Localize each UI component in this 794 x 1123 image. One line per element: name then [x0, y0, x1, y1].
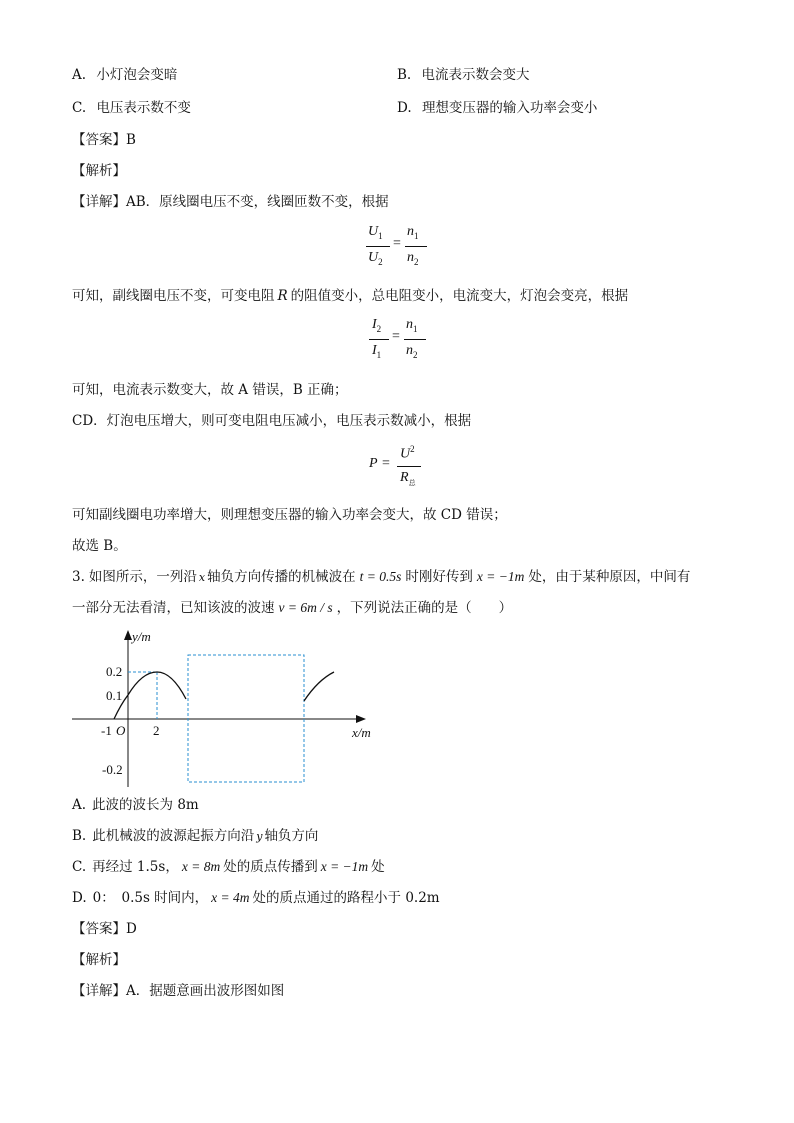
- q3-option-a: A. 此波的波长为 8m: [72, 797, 199, 813]
- conclusion-line: 故选 B。: [72, 538, 127, 554]
- detail-tag: 【详解】: [72, 194, 126, 210]
- option-d-text: 理想变压器的输入功率会变小: [421, 100, 598, 116]
- detail-text: AB．原线圈电压不变，线圈匝数不变，根据: [126, 194, 389, 210]
- reasoning-line-3: 可知，电流表示数变大，故 A 错误，B 正确；: [72, 382, 348, 398]
- option-b-label: B.: [397, 67, 412, 83]
- equation-power: P = $U^2$ $R_总$: [369, 444, 429, 492]
- origin-label: O: [116, 723, 126, 738]
- option-d-label: D.: [397, 100, 412, 116]
- option-c-text: 电压表示数不变: [96, 100, 191, 116]
- question-3-stem-line2: 一部分无法看清，已知该波的波速 v = 6m / s ，下列说法正确的是（ ）: [72, 600, 513, 616]
- q3-answer-line: 【答案】D: [72, 921, 137, 937]
- answer-tag: 【答案】: [72, 132, 126, 148]
- analysis-tag: 【解析】: [72, 163, 126, 179]
- answer-value: B: [126, 132, 136, 148]
- option-b: [397, 66, 530, 84]
- option-a-text: 小灯泡会变暗: [96, 67, 178, 83]
- x-axis-arrow: [356, 715, 366, 723]
- wave-graph: [66, 624, 386, 794]
- wave-curve-right: [304, 672, 334, 701]
- y-axis-arrow: [124, 630, 132, 640]
- q3-answer-value: D: [126, 921, 137, 937]
- tick-x-2: 2: [153, 723, 160, 738]
- option-a-label: A.: [72, 67, 87, 83]
- option-b-text: 电流表示数会变大: [421, 67, 530, 83]
- tick-y-0.1: 0.1: [106, 688, 123, 703]
- equation-current-ratio: $I_2$ $I_1$ = $n_1$ $n_2$: [369, 317, 429, 365]
- tick-y-0.2: 0.2: [106, 664, 123, 679]
- reasoning-line-4: CD．灯泡电压增大，则可变电阻电压减小，电压表示数减小，根据: [72, 413, 472, 429]
- wave-curve-left: [114, 672, 186, 719]
- answer-line: [72, 131, 136, 149]
- q3-option-d: D. 0： 0.5s 时间内， x = 4m 处的质点通过的路程小于 0.2m: [72, 890, 440, 906]
- detail-line: [72, 193, 389, 211]
- reasoning-line-2: 可知，副线圈电压不变，可变电阻 R 的阻值变小，总电阻变小，电流变大，灯泡会变亮，根据: [72, 288, 629, 304]
- q3-detail-line: 【详解】A．据题意画出波形图如图: [72, 983, 285, 999]
- q3-analysis-tag: 【解析】: [72, 952, 126, 968]
- q3-option-b: B. 此机械波的波源起振方向沿 y 轴负方向: [72, 828, 319, 844]
- option-a: [72, 66, 177, 84]
- question-3-stem-line1: 3. 如图所示，一列沿 x 轴负方向传播的机械波在 t = 0.5s 时刚好传到 x = −1m 处，由于某种原因，中间有: [72, 569, 691, 585]
- equation-voltage-ratio: $U_1$ $U_2$ = $n_1$ $n_2$: [366, 224, 430, 272]
- y-axis-label: y/m: [132, 629, 151, 644]
- question-number: 3.: [72, 569, 85, 585]
- tick-x-neg-1: -1: [101, 723, 112, 738]
- x-axis-label: x/m: [352, 725, 371, 740]
- reasoning-line-5: 可知副线圈电功率增大，则理想变压器的输入功率会变大，故 CD 错误；: [72, 507, 507, 523]
- option-c-label: C.: [72, 100, 87, 116]
- option-c: [72, 99, 191, 117]
- q3-option-c: C. 再经过 1.5s， x = 8m 处的质点传播到 x = −1m 处: [72, 859, 385, 875]
- option-d: [397, 99, 597, 117]
- tick-y-neg-0.2: -0.2: [102, 762, 123, 777]
